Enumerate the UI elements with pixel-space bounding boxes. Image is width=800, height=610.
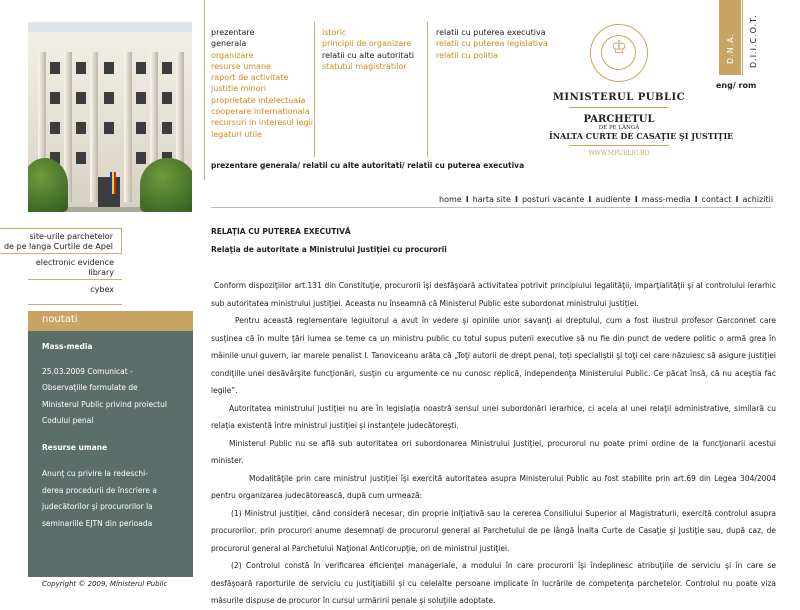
article xyxy=(211,227,776,610)
building-photo xyxy=(28,22,192,212)
logo-de-pe-langa: DE PE LÂNGĂ xyxy=(598,125,640,131)
nav-link[interactable]: recursuri in interesul legii xyxy=(211,118,313,128)
dna-tab-label: D.N.A. xyxy=(726,32,735,64)
nav-link[interactable]: organizare xyxy=(211,50,254,60)
article-title: RELAŢIA CU PUTEREA EXECUTIVĂ xyxy=(211,227,351,236)
logo-parchetul: PARCHETUL xyxy=(583,114,655,125)
sidebar-link-cybex[interactable]: cybex xyxy=(28,285,122,305)
news-item-text[interactable]: Ministerul Public privind proiectul xyxy=(42,399,167,409)
sidebar-apel-line1: site-urile parchetelor xyxy=(29,232,113,241)
sidebar-link-curtile-de-apel[interactable] xyxy=(0,228,122,254)
news-panel xyxy=(28,331,193,577)
news-item-text[interactable]: derea procedurii de înscriere a xyxy=(42,485,157,495)
article-paragraph: (1) Ministrul justiţiei, când consideră necesar, din proprie iniţiativă sau la cererea Consiliului Superior al Magistraturii, exercită controlul asupra procurorilor, prin procurori anume desemnaţi de procurorul general al Parchetului de pe lângă Înalta Curte de Casaţie şi Justiţie sau, după caz, de procurorul general al Parchetului Naţional Anticorupţie, ori de ministrul justiţiei. xyxy=(211,508,776,553)
language-switch[interactable]: eng/ rom xyxy=(716,81,757,90)
nav-link[interactable]: legaturi utile xyxy=(211,129,262,139)
sidebar-link-evidence-library[interactable] xyxy=(28,258,122,280)
top-menu-item[interactable]: posturi vacante xyxy=(521,195,585,204)
top-menu-item[interactable]: audiente xyxy=(595,195,631,204)
article-paragraph: Pentru această reglementare legiuitorul a avut în vedere şi opiniile unor savanţi ai dreptului, cum a fost ilustrul profesor Garconnet care susţinea că în multe ţări lumea se teme ca un ministru public cu totul supus puterii executive să nu fie din punct de vedere politic o armă grea în mâinile unui guvern, iar marele penalist I. Tanoviceanu arăta că „Toţi autorii de drept penal, toţi specialiştii şi toţi cei care năzuiesc să asigure justiţiei condiţiile unei desăvârşite funcţionări, susţin cu argumente ce nu cunosc replică, independenţa Ministerului Public. Ce păcat însă, că nu aceştia fac legile”. xyxy=(211,316,776,395)
nav-column-prezentare xyxy=(322,27,414,72)
top-menu-item[interactable]: harta site xyxy=(472,195,511,204)
nav-link[interactable]: relatii cu puterea executiva xyxy=(436,28,546,37)
nav-link[interactable]: relatii cu alte autoritati xyxy=(322,50,414,60)
sidebar-evidence-line1: electronic evidence xyxy=(35,258,114,267)
news-heading-resurse-umane[interactable]: Resurse umane xyxy=(42,442,108,452)
nav-link[interactable]: cooperare internationala xyxy=(211,107,310,117)
top-menu-item[interactable]: achizitii xyxy=(742,195,774,204)
nav-link[interactable]: relatii cu puterea legislativa xyxy=(436,39,548,49)
article-paragraph: Conform dispoziţiilor art.131 din Constituţie, procurorii îşi desfăşoară activitatea potrivit principiului legalităţii, imparţialităţii şi al controlului ierarhic sub autoritatea ministrului justiţiei. Aceasta nu înseamnă că Ministerul Public este subordonat ministrului justiţiei. xyxy=(211,281,776,308)
diicot-tab-label: D.I.I.C.O.T. xyxy=(749,14,758,68)
dna-tab[interactable] xyxy=(719,0,741,75)
nav-link[interactable]: prezentare xyxy=(211,28,255,37)
news-item-text[interactable]: Codului penal xyxy=(42,416,94,425)
nav-link[interactable]: proprietate intelectuala xyxy=(211,95,306,105)
nav-column-main xyxy=(211,27,313,140)
article-subtitle: Relaţia de autoritate a Ministrului Justiţiei cu procurorii xyxy=(211,245,447,254)
menu-separator: I xyxy=(634,195,638,204)
nav-column-relatii xyxy=(436,27,548,61)
news-item-text[interactable]: Observaţiile formulate de xyxy=(42,383,138,392)
nav-link[interactable]: principii de organizare xyxy=(322,39,412,49)
news-item-text[interactable]: 25.03.2009 Comunicat - xyxy=(42,366,133,376)
menu-separator: I xyxy=(735,195,739,204)
top-menu-item[interactable]: home xyxy=(439,195,462,204)
menu-separator: I xyxy=(514,195,518,204)
nav-link[interactable]: justitie minori xyxy=(211,84,267,94)
news-item-text[interactable]: seminariile EJTN din perioada xyxy=(42,518,153,528)
seal-icon: ♔ xyxy=(590,24,648,82)
logo-court-name: ÎNALTA CURTE DE CASAŢIE ŞI JUSTIŢIE xyxy=(549,131,734,141)
noutati-header: noutati xyxy=(28,311,193,331)
sidebar-evidence-line2: library xyxy=(88,268,114,277)
article-paragraph: Modalităţile prin care ministrul justiţiei îşi exercită autoritatea asupra Ministerului Public au fost stabilite prin art.69 din Legea 304/2004 pentru organizarea judecătorească, după cum urmează: xyxy=(211,473,776,500)
logo-url: WWW.MPUBLIC.RO xyxy=(588,150,650,157)
breadcrumb: prezentare generala/ relatii cu alte autoritati/ relatii cu puterea executiva xyxy=(211,161,525,170)
diicot-tab[interactable] xyxy=(742,0,764,75)
article-paragraph: Ministerul Public nu se află sub autoritatea ori subordonarea Ministrului Justiţiei, procurorul nu poate primi ordine de la funcţionarii acestui minister. xyxy=(211,438,776,465)
copyright: Copyright © 2009, Ministerul Public xyxy=(42,580,168,588)
news-item-text[interactable]: Anunţ cu privire la redeschi- xyxy=(42,469,148,478)
article-paragraph: (2) Controlul constă în verificarea eficienţei manageriale, a modului în care procurorii îşi îndeplinesc atribuţiile de serviciu şi în care se desfăşoară raporturile de serviciu cu justiţiabilii şi cu celelalte persoane implicate în lucrările de competenţa parchetelor. Controlul nu poate viza măsurile dispuse de procuror în cursul urmăririi penale şi soluţiile adoptate. xyxy=(211,561,776,605)
sidebar-apel-line2: de pe langa Curtile de Apel xyxy=(3,242,113,251)
nav-link[interactable]: istoric xyxy=(322,28,347,37)
menu-separator: I xyxy=(465,195,469,204)
nav-link[interactable]: relatii cu politia xyxy=(436,50,498,60)
nav-link[interactable]: raport de activitate xyxy=(211,73,289,83)
menu-separator: I xyxy=(694,195,698,204)
top-menu xyxy=(439,195,773,204)
menu-separator: I xyxy=(588,195,592,204)
article-paragraph: Autoritatea ministrului justiţiei nu are în legislaţia noastră sensul unei subordonări ierarhice, ci acela al unei relaţii administrative, similară cu relaţia existentă între ministrul justiţiei şi instanţele judecătoreşti. xyxy=(211,403,776,430)
news-heading-mass-media[interactable]: Mass-media xyxy=(42,342,93,351)
top-menu-item[interactable]: mass-media xyxy=(641,195,691,204)
nav-link[interactable]: statutul magistratilor xyxy=(322,61,407,71)
nav-link[interactable]: generala xyxy=(211,39,247,49)
top-menu-item[interactable]: contact xyxy=(701,195,732,204)
logo-title: MINISTERUL PUBLIC xyxy=(552,92,686,103)
nav-link[interactable]: resurse umane xyxy=(211,61,271,71)
flag-icon xyxy=(110,172,116,194)
news-item-text[interactable]: judecătorilor şi procurorilor la xyxy=(42,502,153,511)
